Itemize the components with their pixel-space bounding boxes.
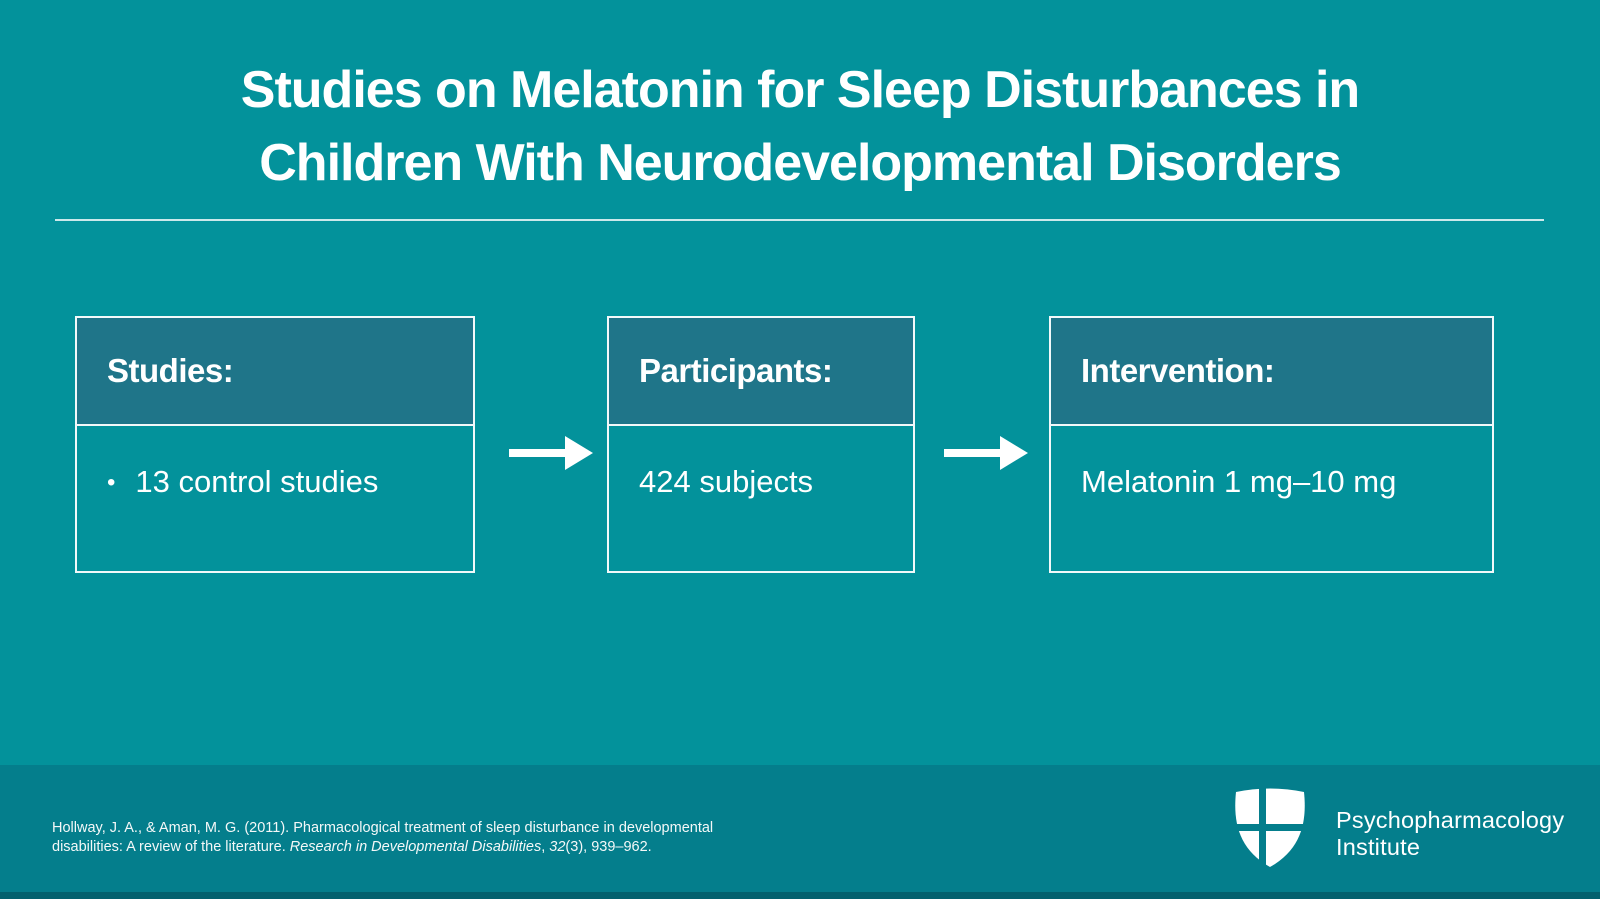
flow-box-studies-header-label: Studies:	[107, 352, 234, 389]
citation-suffix: (3), 939–962.	[565, 838, 652, 855]
flow-box-intervention-body	[1051, 426, 1492, 500]
slide-title	[0, 54, 1600, 200]
citation	[52, 819, 752, 856]
flow-arrow-icon-1	[509, 436, 593, 470]
logo	[1230, 783, 1564, 869]
flow-box-intervention-header	[1051, 318, 1492, 426]
footer	[0, 765, 1600, 892]
flow-box-participants-header	[609, 318, 913, 426]
flow-box-intervention-body-text: Melatonin 1 mg–10 mg	[1081, 464, 1397, 499]
citation-separator: ,	[541, 838, 550, 855]
flow-box-studies-header	[77, 318, 473, 426]
title-divider	[55, 219, 1544, 221]
flow-box-participants-header-label: Participants:	[639, 352, 833, 389]
flow-box-intervention-header-label: Intervention:	[1081, 352, 1275, 389]
flow-arrow-icon-2	[944, 436, 1028, 470]
citation-line-1: Hollway, J. A., & Aman, M. G. (2011). Pharmacological treatment of sleep disturbance in developmental	[52, 820, 714, 836]
flow-box-participants-body	[609, 426, 913, 500]
flow-box-studies-body	[77, 426, 473, 500]
flow-box-studies	[75, 316, 475, 573]
flow-box-participants-body-text: 424 subjects	[639, 464, 814, 499]
flow-box-intervention	[1049, 316, 1494, 573]
footer-bottom-strip	[0, 892, 1600, 899]
citation-line-2-prefix: disabilities: A review of the literature.	[52, 838, 290, 855]
logo-name-line-2: Institute	[1336, 834, 1421, 860]
citation-journal-name: Research in Developmental Disabilities	[289, 838, 542, 855]
logo-name-line-1: Psychopharmacology	[1336, 807, 1565, 833]
title-line-2: Children With Neurodevelopmental Disorders	[259, 134, 1341, 192]
flow-box-participants	[607, 316, 915, 573]
title-line-1: Studies on Melatonin for Sleep Disturbances in	[240, 61, 1360, 119]
citation-volume: 32	[549, 838, 566, 855]
flow-box-studies-body-text: 13 control studies	[135, 464, 379, 499]
shield-cross-icon	[1230, 783, 1310, 869]
logo-text	[1336, 807, 1564, 861]
bullet-icon: •	[107, 468, 116, 496]
